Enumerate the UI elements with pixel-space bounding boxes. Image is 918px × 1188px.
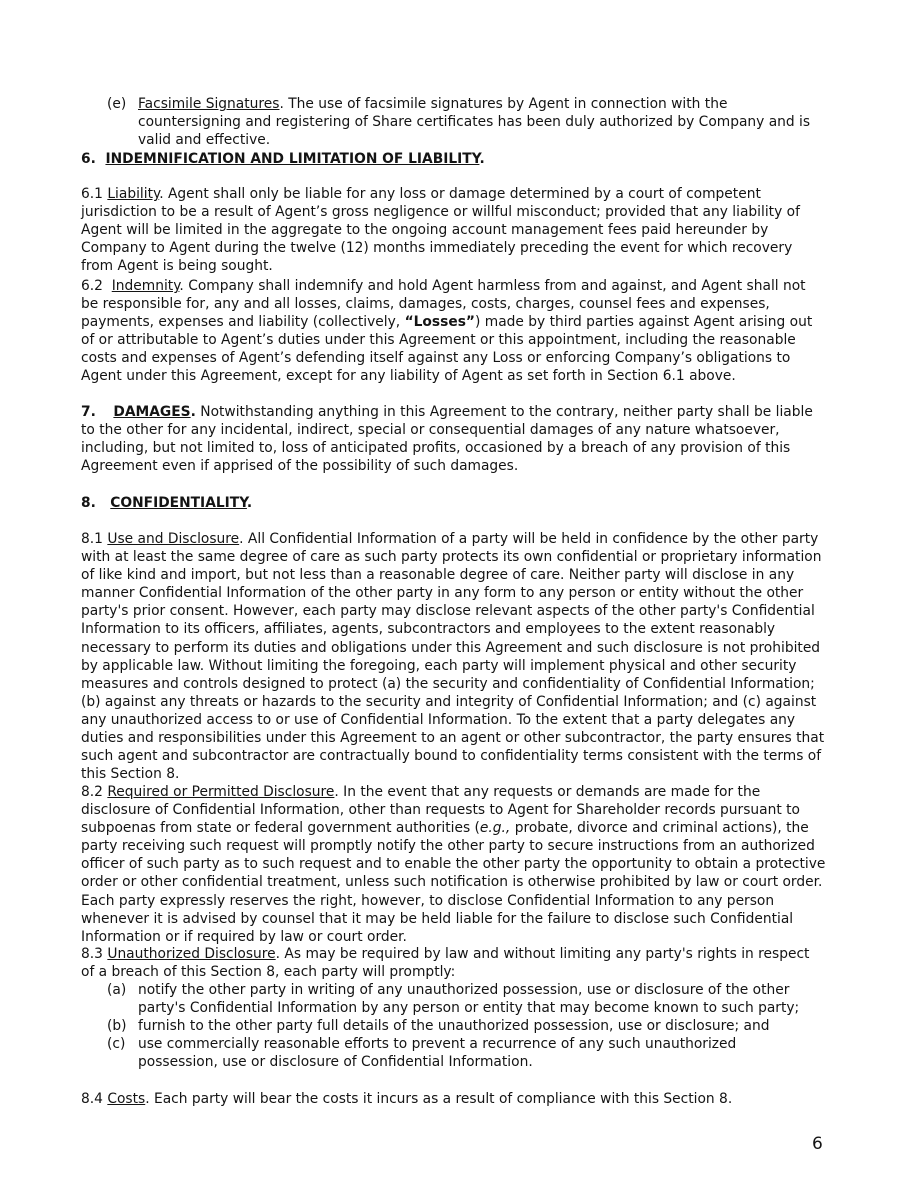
section-6-trail: . [479, 151, 485, 167]
section-7-title: DAMAGES [113, 404, 191, 420]
section-8-2-paragraph [81, 783, 826, 946]
section-8-3-item-b [107, 1017, 819, 1035]
section-8-3-item-c-label: (c) [107, 1036, 126, 1052]
section-8-3-number: 8.3 [81, 946, 103, 962]
section-8-3-paragraph [81, 945, 826, 981]
section-6-2-text-a: . Company shall indemnify and hold Agent harmless from and against, and Agent shall not be responsible for, any and all losses, claims, damages, costs, charges, counsel fees and expenses, payments, expenses and liability (collectively, [81, 278, 806, 331]
clause-item-e-label: (e) [107, 96, 127, 112]
section-7-text: Notwithstanding anything in this Agreement to the contrary, neither party shall be liable to the other for any incidental, indirect, special or consequential damages of any nature whatsoever, including, but not limited to, loss of anticipated profits, occasioned by a breach of any provision of this Agreement even if apprised of the possibility of such damages. [81, 404, 813, 475]
section-8-3-item-b-label: (b) [107, 1018, 127, 1034]
section-8-2-title: Required or Permitted Disclosure [107, 784, 335, 800]
section-8-4-title: Costs [107, 1091, 146, 1107]
section-8-3-title: Unauthorized Disclosure [107, 946, 276, 962]
section-6-title: INDEMNIFICATION AND LIMITATION OF LIABILITY [105, 151, 480, 167]
section-8-4-number: 8.4 [81, 1091, 103, 1107]
section-8-number: 8. [81, 495, 96, 511]
section-8-3-item-a-label: (a) [107, 982, 127, 998]
section-8-1-number: 8.1 [81, 531, 103, 547]
section-6-2-text-b: ) made by third parties against Agent arising out of or attributable to Agent’s duties under this Agreement or this appointment, including the reasonable costs and expenses of Agent’s defending itself against any Loss or enforcing Company’s obligations to Agent under this Agreement, except for any liability of Agent as set forth in Section 6.1 above. [81, 314, 813, 385]
section-8-2-number: 8.2 [81, 784, 103, 800]
section-6-1-number: 6.1 [81, 186, 103, 202]
section-7-number: 7. [81, 404, 96, 420]
clause-item-e-title: Facsimile Signatures [138, 96, 280, 112]
section-8-2-text-a: . In the event that any requests or demands are made for the disclosure of Confidential Information, other than requests to Agent for Shareholder records pursuant to subpoenas from state or federal government authorities ( [81, 784, 801, 837]
section-8-3-text: . As may be required by law and without limiting any party's rights in respect of a breach of this Section 8, each party will promptly: [81, 946, 810, 981]
section-6-1-text: . Agent shall only be liable for any loss or damage determined by a court of competent jurisdiction to be a result of Agent’s gross negligence or willful misconduct; provided that any liability of Agent will be limited in the aggregate to the ongoing account management fees paid hereunder by Company to Agent during the twelve (12) months immediately preceding the event for which recovery from Agent is being sought. [81, 186, 800, 275]
section-8-3-item-a [107, 981, 819, 1017]
section-6-number: 6. [81, 151, 96, 167]
section-6-2-paragraph [81, 277, 826, 386]
section-6-2-title: Indemnity [111, 278, 180, 294]
section-6-2-defined-term: “Losses” [404, 314, 475, 331]
section-8-3-item-a-text: notify the other party in writing of any unauthorized possession, use or disclosure of the other party's Confidential Information by any person or entity that may become known to such party; [138, 982, 800, 1017]
section-8-3-item-c [107, 1035, 819, 1071]
clause-item-e [107, 95, 819, 149]
section-8-1-title: Use and Disclosure [107, 531, 240, 547]
section-6-heading [81, 150, 826, 168]
section-8-2-text-b: probate, divorce and criminal actions), the party receiving such request will promptly notify the other party to secure instructions from an authorized officer of such party as to such request and to enable the other party the opportunity to obtain a protective order or other confidential treatment, unless such notification is otherwise prohibited by law or court order. Each party expressly reserves the right, however, to disclose Confidential Information to any person whenever it is advised by counsel that it may be held liable for the failure to disclose such Confidential Information or if required by law or court order. [81, 820, 826, 945]
section-8-1-paragraph [81, 530, 826, 783]
clause-item-e-body: . The use of facsimile signatures by Agent in connection with the countersigning and registering of Share certificates has been duly authorized by Company and is valid and effective. [138, 96, 811, 149]
section-6-2-number: 6.2 [81, 278, 103, 294]
section-8-4-paragraph [81, 1090, 826, 1108]
clause-item-e-text [138, 95, 819, 149]
section-8-2-eg: e.g., [479, 820, 511, 837]
section-8-heading [81, 494, 826, 512]
section-8-title: CONFIDENTIALITY [110, 495, 247, 511]
section-8-3-item-c-text: use commercially reasonable efforts to prevent a recurrence of any such unauthorized possession, use or disclosure of Confidential Information. [138, 1036, 737, 1071]
section-8-3-item-b-text: furnish to the other party full details of the unauthorized possession, use or disclosure; and [138, 1018, 770, 1034]
section-6-1-title: Liability [107, 186, 160, 202]
section-7-paragraph [81, 403, 826, 475]
section-7-trail: . [190, 404, 196, 420]
section-8-1-text: . All Confidential Information of a party will be held in confidence by the other party with at least the same degree of care as such party protects its own confidential or proprietary information of like kind and import, but not less than a reasonable degree of care. Neither party will disclose in any manner Confidential Information of the other party in any form to any person or entity without the other party's prior consent. However, each party may disclose relevant aspects of the other party's Confidential Information to its officers, affiliates, agents, subcontractors and employees to the extent reasonably necessary to perform its duties and obligations under this Agreement and such disclosure is not prohibited by applicable law. Without limiting the foregoing, each party will implement physical and other security measures and controls designed to protect (a) the security and confidentiality of Confidential Information; (b) against any threats or hazards to the security and integrity of Confidential Information; and (c) against any unauthorized access to or use of Confidential Information. To the extent that a party delegates any duties and responsibilities under this Agreement to an agent or other subcontractor, the party ensures that such agent and subcontractor are contractually bound to confidentiality terms consistent with the terms of this Section 8. [81, 531, 825, 783]
section-8-trail: . [246, 495, 253, 511]
page-number: 6 [812, 1134, 823, 1154]
section-8-4-text: . Each party will bear the costs it incurs as a result of compliance with this Section 8. [145, 1091, 733, 1107]
section-6-1-paragraph [81, 185, 826, 275]
